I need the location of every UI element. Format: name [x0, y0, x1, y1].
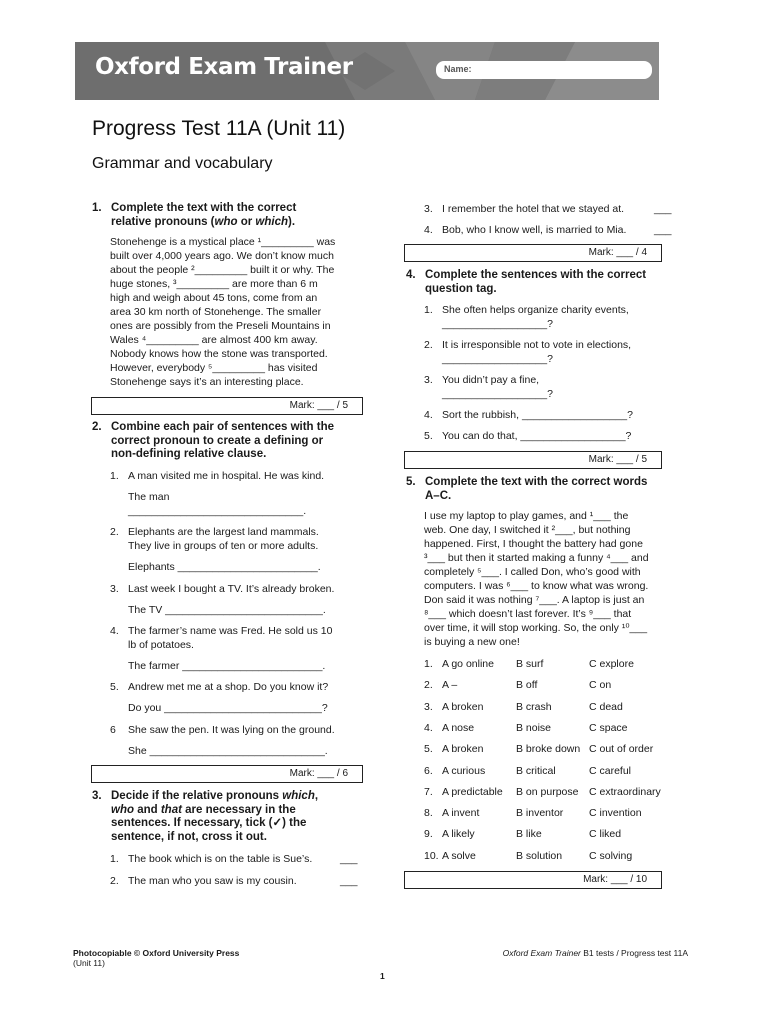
q5-text-line: computers. I was ⁶___ to know what was wrong. [424, 580, 649, 592]
q4-item-number: 2. [424, 339, 433, 351]
q5-mark-box [404, 871, 662, 889]
q5-instruction-line: A–C. [425, 489, 452, 502]
q5-text-line: ³___ but then it started making a funny ⁴___ and [424, 552, 649, 564]
q3-instruction-line: Decide if the relative pronouns which, [111, 790, 319, 802]
q4-instruction-line: Complete the sentences with the correct [425, 269, 647, 281]
q5-text-line: happened. First, I thought the battery had gone [424, 538, 643, 550]
q5-option-number: 2. [424, 679, 433, 692]
q3-item-number: 4. [424, 224, 433, 236]
q5-option-b: B solution [516, 849, 563, 862]
unit-text: (Unit 11) [73, 958, 105, 968]
q1-text-line: built over 4,000 years ago. We don’t know much [110, 250, 334, 262]
q5-option-a: A broken [442, 700, 484, 713]
q1-text-line: Wales ⁴_________ are almost 400 km away. [110, 334, 318, 346]
q5-text-line: ⁸___ which doesn’t last forever. It’s ⁹___ that [424, 608, 632, 620]
q2-item-number: 3. [110, 583, 119, 595]
q5-option-b: B inventor [516, 807, 564, 820]
q3-mark: Mark: ___ / 4 [588, 247, 647, 258]
q3-item-number: 1. [110, 853, 119, 865]
q5-option-c: C liked [589, 828, 622, 841]
name-field[interactable] [436, 61, 652, 79]
q2-item-sentence: Last week I bought a TV. It’s already broken. [128, 583, 335, 595]
q2-answer-line: ______________________________. [128, 505, 307, 517]
q3-answer-blank: ___ [340, 875, 358, 887]
q5-number: 5. [406, 476, 416, 488]
q3-item-sentence: Bob, who I know well, is married to Mia. [442, 224, 627, 236]
q5-option-a: A predictable [442, 785, 503, 798]
q3-item-sentence: The man who you saw is my cousin. [128, 875, 297, 887]
q1-text-line: Nobody knows how the stone was transported. [110, 348, 328, 360]
q5-option-number: 6. [424, 764, 433, 777]
q2-instruction-line: non-defining relative clause. [111, 448, 267, 460]
q5-text-line: completely ⁵___. I called Don, who’s good with [424, 566, 641, 578]
q5-option-number: 5. [424, 743, 433, 756]
q2-item-number: 1. [110, 470, 119, 482]
q2-item-number: 5. [110, 681, 119, 693]
q2-answer-line: The TV ___________________________. [128, 604, 326, 616]
q1-instruction-line: relative pronouns (who or which). [111, 215, 296, 228]
brand-title: Oxford Exam Trainer [95, 54, 353, 80]
q5-text-line: over time, it will stop working. So, the only ¹⁰___ [424, 622, 648, 634]
q2-item-number: 4. [110, 625, 119, 637]
q5-text-line: web. One day, I switched it ²___, but nothing [424, 524, 631, 536]
q4-item-line: __________________? [442, 388, 553, 400]
q5-option-b: B broke down [516, 743, 581, 756]
q2-item-sentence: Andrew met me at a shop. Do you know it? [128, 681, 329, 693]
q1-text-line: high and weigh about 45 tons, come from an [110, 292, 318, 304]
q5-option-b: B critical [516, 764, 556, 777]
q5-option-number: 1. [424, 658, 433, 670]
q2-item-sentence: She saw the pen. It was lying on the ground. [128, 724, 335, 736]
q5-option-number: 3. [424, 700, 433, 713]
q4-item-line: __________________? [442, 353, 553, 365]
q1-text-line: huge stones, ³_________ are more than 6 m [110, 278, 318, 290]
section-title: Grammar and vocabulary [92, 155, 273, 172]
q2-item-number: 6 [110, 724, 116, 736]
q5-option-c: C space [589, 721, 628, 734]
q3-item-number: 2. [110, 875, 119, 887]
q2-mark: Mark: ___ / 6 [289, 768, 348, 779]
q5-option-c: C dead [589, 700, 623, 713]
q2-item-sentence: lb of potatoes. [128, 639, 194, 651]
q2-number: 2. [92, 421, 102, 433]
q1-text-line: Stonehenge says it’s an interesting place. [110, 376, 304, 388]
q2-item-sentence: Elephants are the largest land mammals. [128, 526, 319, 538]
q1-instruction-line: Complete the text with the correct [111, 202, 297, 214]
q5-instruction-line: Complete the text with the correct words [425, 476, 648, 488]
q3-number: 3. [92, 790, 102, 802]
q3-item-number: 3. [424, 203, 433, 215]
q3-item-sentence: I remember the hotel that we stayed at. [442, 203, 625, 215]
q4-item-number: 1. [424, 304, 433, 316]
page-title: Progress Test 11A (Unit 11) [92, 117, 346, 140]
q5-text [424, 509, 674, 649]
q3-answer-blank: ___ [340, 853, 358, 865]
q5-option-b: B surf [516, 658, 544, 670]
q2-answer-line: Do you ___________________________? [128, 702, 328, 714]
q3-instruction-line: sentence, if not, cross it out. [111, 830, 267, 843]
q2-answer-line: The farmer ________________________. [128, 660, 326, 672]
q2-answer-line: The man [128, 491, 170, 503]
q4-item-number: 5. [424, 430, 433, 442]
q5-option-c: C on [589, 679, 612, 692]
q4-number: 4. [406, 269, 416, 281]
q4-item-line: You can do that, __________________? [442, 430, 632, 442]
q2-item-number: 2. [110, 526, 119, 538]
q5-option-number: 8. [424, 807, 433, 820]
q5-option-c: C extraordinary [589, 785, 661, 798]
q5-text-line: I use my laptop to play games, and ¹___ the [424, 510, 629, 522]
q5-option-c: C solving [589, 849, 633, 862]
q5-option-number: 7. [424, 785, 433, 798]
footer-right [503, 948, 688, 958]
q4-instruction-line: question tag. [425, 282, 497, 295]
q5-option-c: C out of order [589, 743, 654, 756]
q1-number: 1. [92, 202, 102, 214]
q2-mark-box [91, 765, 363, 783]
q1-mark-box [91, 397, 363, 415]
q2-item-sentence: They live in groups of ten or more adults. [128, 540, 319, 552]
footer-book-title: Oxford Exam Trainer [502, 948, 581, 958]
q5-mark: Mark: ___ / 10 [583, 874, 647, 885]
page-number: 1 [380, 971, 385, 981]
q2-answer-line: She ______________________________. [128, 745, 328, 757]
q5-option-a: A go online [442, 658, 494, 670]
q4-item-line: You didn’t pay a fine, [442, 374, 540, 386]
q5-option-a: A – [442, 679, 458, 692]
copyright-text: Photocopiable © Oxford University Press [73, 948, 240, 958]
q1-mark: Mark: ___ / 5 [289, 400, 348, 411]
q5-option-b: B like [516, 828, 542, 841]
q5-option-number: 10. [424, 849, 439, 862]
q5-option-number: 4. [424, 721, 433, 734]
q5-option-b: B noise [516, 721, 552, 734]
q5-text-line: is buying a new one! [424, 636, 520, 648]
q5-option-a: A broken [442, 743, 484, 756]
q5-option-a: A invent [442, 807, 480, 820]
q2-item-sentence: A man visited me in hospital. He was kind. [128, 470, 325, 482]
q4-mark: Mark: ___ / 5 [588, 454, 647, 465]
q5-text-line: Don said it was nothing ⁷___. A laptop is just an [424, 594, 645, 606]
q5-option-b: B crash [516, 700, 552, 713]
q3-mark-box [404, 244, 662, 262]
footer-test-name: B1 tests / Progress test 11A [580, 948, 688, 958]
q2-instruction-line: Combine each pair of sentences with the [111, 421, 335, 433]
q5-option-c: C explore [589, 658, 634, 670]
q4-item-line: __________________? [442, 318, 553, 330]
q1-text [110, 235, 370, 389]
q4-mark-box [404, 451, 662, 469]
q3-instruction-line: who and that are necessary in the [111, 803, 296, 816]
q1-text-line: about the people ²_________ built it or why. The [110, 264, 335, 276]
q5-option-number: 9. [424, 828, 433, 841]
q2-instruction-line: correct pronoun to create a defining or [111, 434, 324, 447]
q4-item-line: It is irresponsible not to vote in elections, [442, 339, 632, 351]
name-label: Name: [444, 64, 472, 74]
q5-option-a: A solve [442, 849, 476, 862]
q3-item-sentence: The book which is on the table is Sue’s. [128, 853, 313, 865]
q5-option-c: C invention [589, 807, 642, 820]
q5-option-b: B off [516, 679, 538, 692]
q3-instruction-line: sentences. If necessary, tick (✓) the [111, 817, 307, 829]
q4-item-line: She often helps organize charity events, [442, 304, 629, 316]
footer-left [73, 948, 239, 968]
q3-answer-blank: ___ [654, 203, 672, 215]
q1-text-line: However, everybody ⁵_________ has visited [110, 362, 318, 374]
q2-answer-line: Elephants ________________________. [128, 561, 321, 573]
q1-text-line: ones are possibly from the Preseli Mountains in [110, 320, 331, 332]
q1-text-line: Stonehenge is a mystical place ¹_________ was [110, 236, 336, 248]
q1-text-line: area 30 km north of Stonehenge. The smaller [110, 306, 322, 318]
q5-option-a: A nose [442, 721, 475, 734]
q5-option-c: C careful [589, 764, 632, 777]
q4-item-number: 4. [424, 409, 433, 421]
q3-answer-blank: ___ [654, 224, 672, 236]
q4-item-line: Sort the rubbish, __________________? [442, 409, 633, 421]
q5-option-a: A likely [442, 828, 475, 841]
q2-item-sentence: The farmer’s name was Fred. He sold us 10 [128, 625, 333, 637]
q4-item-number: 3. [424, 374, 433, 386]
q5-option-b: B on purpose [516, 785, 579, 798]
q5-option-a: A curious [442, 764, 486, 777]
